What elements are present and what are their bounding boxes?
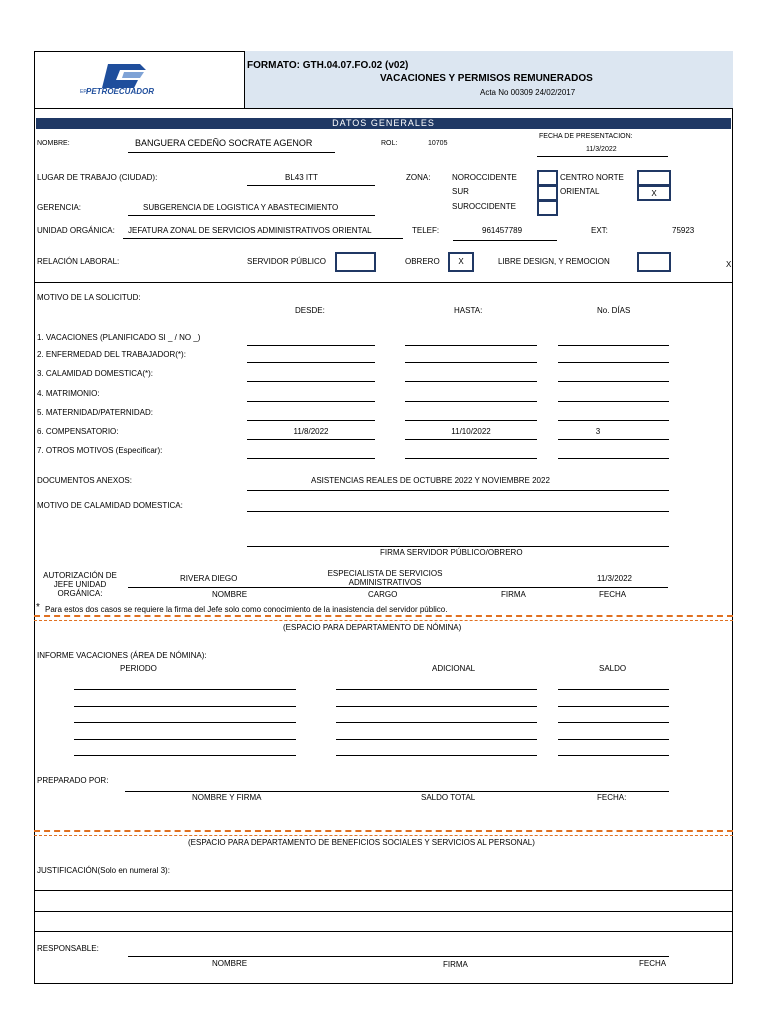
motivo-dias-line xyxy=(558,345,669,346)
gerencia-line xyxy=(128,215,375,216)
preparado-line xyxy=(125,791,669,792)
fecha-presentacion-value: 11/3/2022 xyxy=(586,146,617,153)
jefe-nombre-value: RIVERA DIEGO xyxy=(180,574,238,583)
obrero-mark: X xyxy=(458,257,464,266)
logo-text: PETROECUADOR xyxy=(86,87,155,96)
responsable-nombre: NOMBRE xyxy=(212,959,248,968)
motivo-desde-line xyxy=(247,362,375,363)
motivo-desde-line xyxy=(247,458,375,459)
motivo-item-label: 6. COMPENSATORIO: xyxy=(37,427,119,436)
relacion-label: RELACIÓN LABORAL: xyxy=(37,257,120,266)
motivo-hasta-line xyxy=(405,439,537,440)
nomina-row-line xyxy=(558,739,669,740)
beneficios-heading: (ESPACIO PARA DEPARTAMENTO DE BENEFICIOS SOCIALES Y SERVICIOS AL PERSONAL) xyxy=(188,838,535,847)
obrero-box[interactable] xyxy=(448,252,474,272)
motivo-hasta-line xyxy=(405,401,537,402)
motivo-hasta-line xyxy=(405,420,537,421)
autorizacion-line xyxy=(128,587,668,588)
nota-text: Para estos dos casos se requiere la firma del Jefe solo como conocimiento de la inasistencia del servidor público. xyxy=(45,605,448,614)
libre-label: LIBRE DESIGN, Y REMOCION xyxy=(498,257,610,266)
nomina-row-line xyxy=(558,722,669,723)
rol-value: 10705 xyxy=(428,140,448,147)
nomina-heading: (ESPACIO PARA DEPARTAMENTO DE NÓMINA) xyxy=(283,623,462,632)
nomina-row-line xyxy=(336,755,537,756)
motivo-item-label: 7. OTROS MOTIVOS (Especificar): xyxy=(37,446,163,455)
zona-sur-box[interactable] xyxy=(537,185,558,201)
calamidad-label: MOTIVO DE CALAMIDAD DOMESTICA: xyxy=(37,501,183,510)
beneficios-separator-1 xyxy=(34,830,733,832)
zona-oriental: ORIENTAL xyxy=(560,187,600,196)
jefe-cargo-value-1: ESPECIALISTA DE SERVICIOS xyxy=(327,569,443,578)
informe-label: INFORME VACACIONES (ÁREA DE NÓMINA): xyxy=(37,651,207,660)
saldo-total-label: SALDO TOTAL xyxy=(421,793,476,802)
preparado-label: PREPARADO POR: xyxy=(37,776,109,785)
responsable-line xyxy=(128,956,669,957)
nombre-line xyxy=(128,152,335,153)
cargo-col: CARGO xyxy=(368,590,398,599)
motivo-label: MOTIVO DE LA SOLICITUD: xyxy=(37,293,141,302)
unidad-line xyxy=(123,238,403,239)
nomina-row-line xyxy=(336,689,537,690)
motivo-hasta-line xyxy=(405,362,537,363)
zona-noroccidente: NOROCCIDENTE xyxy=(452,173,517,182)
motivo-hasta-line xyxy=(405,381,537,382)
responsable-firma: FIRMA xyxy=(443,960,468,969)
ext-label: EXT: xyxy=(591,226,608,235)
nomina-row-line xyxy=(558,706,669,707)
justificacion-line-2 xyxy=(34,911,733,912)
nomina-row-line xyxy=(74,689,296,690)
calamidad-line-1 xyxy=(247,511,669,512)
rol-label: ROL: xyxy=(381,140,398,147)
nombre-label: NOMBRE: xyxy=(37,140,70,147)
fecha-col: FECHA xyxy=(599,590,627,599)
libre-box[interactable] xyxy=(637,252,671,272)
responsable-label: RESPONSABLE: xyxy=(37,944,99,953)
anexos-line xyxy=(247,490,669,491)
edge-mark: X xyxy=(726,260,732,269)
nomina-row-line xyxy=(74,706,296,707)
fecha-presentacion-label: FECHA DE PRESENTACION: xyxy=(539,133,633,140)
autorizacion-label-3: ORGÁNICA: xyxy=(57,589,103,598)
section-datos-generales xyxy=(36,118,731,129)
autorizacion-label-2: JEFE UNIDAD xyxy=(53,580,107,589)
fecha-presentacion-line xyxy=(537,156,668,157)
nomina-row-line xyxy=(336,722,537,723)
firma-col: FIRMA xyxy=(501,590,526,599)
motivo-dias-line xyxy=(558,362,669,363)
zona-centro-norte: CENTRO NORTE xyxy=(560,173,624,182)
motivo-desde-line xyxy=(247,420,375,421)
motivo-desde-line xyxy=(247,439,375,440)
zona-label: ZONA: xyxy=(406,173,431,182)
nomina-row-line xyxy=(558,689,669,690)
motivo-item-label: 4. MATRIMONIO: xyxy=(37,389,100,398)
nomina-row-line xyxy=(558,755,669,756)
zona-noroccidente-box[interactable] xyxy=(537,170,558,186)
motivo-desde-line xyxy=(247,381,375,382)
lugar-label: LUGAR DE TRABAJO (CIUDAD): xyxy=(37,173,158,182)
beneficios-separator-2 xyxy=(34,835,733,836)
zona-oriental-mark: X xyxy=(651,189,657,198)
motivo-hasta-line xyxy=(405,458,537,459)
motivo-item-desde: 11/8/2022 xyxy=(293,427,329,436)
lugar-value: BL43 ITT xyxy=(285,173,318,182)
format-code: FORMATO: GTH.04.07.FO.02 (v02) xyxy=(247,60,409,71)
motivo-dias-line xyxy=(558,439,669,440)
section-datos-generales-label: DATOS GENERALES xyxy=(332,118,435,128)
gerencia-label: GERENCIA: xyxy=(37,203,82,212)
adicional-header: ADICIONAL xyxy=(432,664,476,673)
zona-sur: SUR xyxy=(452,187,469,196)
motivo-item-dias: 3 xyxy=(595,427,601,436)
nomina-row-line xyxy=(336,706,537,707)
zona-suroccidente-box[interactable] xyxy=(537,200,558,216)
nomina-fecha-label: FECHA: xyxy=(597,793,627,802)
servidor-label: SERVIDOR PÚBLICO xyxy=(247,257,326,266)
nomina-row-line xyxy=(74,722,296,723)
saldo-header: SALDO xyxy=(599,664,627,673)
periodo-header: PERIODO xyxy=(120,664,157,673)
motivo-dias-line xyxy=(558,458,669,459)
anexos-label: DOCUMENTOS ANEXOS: xyxy=(37,476,132,485)
jefe-fecha-value: 11/3/2022 xyxy=(597,574,632,583)
anexos-value: ASISTENCIAS REALES DE OCTUBRE 2022 Y NOVIEMBRE 2022 xyxy=(311,476,550,485)
calamidad-line-2 xyxy=(247,546,669,547)
acta-number: Acta No 00309 24/02/2017 xyxy=(480,88,576,97)
servidor-box[interactable] xyxy=(335,252,376,272)
header-divider xyxy=(34,108,733,109)
divider-relacion xyxy=(34,282,733,283)
zona-suroccidente: SUROCCIDENTE xyxy=(452,202,517,211)
motivo-item-label: 3. CALAMIDAD DOMESTICA(*): xyxy=(37,369,154,378)
nombre-firma-label: NOMBRE Y FIRMA xyxy=(192,793,262,802)
motivo-dias-line xyxy=(558,420,669,421)
motivo-desde-line xyxy=(247,345,375,346)
nomina-row-line xyxy=(74,739,296,740)
justificacion-line-1 xyxy=(34,890,733,891)
nombre-value: BANGUERA CEDEÑO SOCRATE AGENOR xyxy=(135,138,313,148)
unidad-value: JEFATURA ZONAL DE SERVICIOS ADMINISTRATIVOS ORIENTAL xyxy=(128,226,372,235)
motivo-hasta-line xyxy=(405,345,537,346)
obrero-label: OBRERO xyxy=(405,257,440,266)
nomina-row-line xyxy=(336,739,537,740)
nombre-col: NOMBRE xyxy=(212,590,248,599)
motivo-dias-line xyxy=(558,381,669,382)
firma-servidor-label: FIRMA SERVIDOR PÚBLICO/OBRERO xyxy=(380,548,523,557)
autorizacion-label-1: AUTORIZACIÓN DE xyxy=(43,571,117,580)
justificacion-line-3 xyxy=(34,931,733,932)
dias-header: No. DÍAS xyxy=(597,306,631,315)
telef-label: TELEF: xyxy=(412,226,440,235)
jefe-cargo-value-2: ADMINISTRATIVOS xyxy=(348,578,422,587)
logo-prefix: EP xyxy=(80,89,87,95)
motivo-item-label: 5. MATERNIDAD/PATERNIDAD: xyxy=(37,408,154,417)
motivo-item-label: 2. ENFERMEDAD DEL TRABAJADOR(*): xyxy=(37,350,186,359)
hasta-header: HASTA: xyxy=(454,306,483,315)
desde-header: DESDE: xyxy=(295,306,325,315)
ext-value: 75923 xyxy=(672,226,695,235)
nota-star: * xyxy=(36,602,40,613)
nomina-separator-2 xyxy=(34,620,733,621)
form-title: VACACIONES Y PERMISOS REMUNERADOS xyxy=(380,73,593,84)
unidad-label: UNIDAD ORGÁNICA: xyxy=(37,226,115,235)
motivo-item-label: 1. VACACIONES (PLANIFICADO SI _ / NO _) xyxy=(37,333,201,342)
responsable-fecha: FECHA xyxy=(639,959,667,968)
lugar-line xyxy=(247,185,375,186)
telef-line xyxy=(453,240,557,241)
nomina-row-line xyxy=(74,755,296,756)
gerencia-value: SUBGERENCIA DE LOGISTICA Y ABASTECIMIENTO xyxy=(143,203,339,212)
motivo-item-hasta: 11/10/2022 xyxy=(451,427,491,436)
justificacion-label: JUSTIFICACIÓN(Solo en numeral 3): xyxy=(37,866,170,875)
motivo-dias-line xyxy=(558,401,669,402)
nomina-separator-1 xyxy=(34,615,733,617)
zona-oriental-box[interactable] xyxy=(637,185,671,201)
motivo-desde-line xyxy=(247,401,375,402)
telef-value: 961457789 xyxy=(482,226,523,235)
zona-centro-norte-box[interactable] xyxy=(637,170,671,186)
